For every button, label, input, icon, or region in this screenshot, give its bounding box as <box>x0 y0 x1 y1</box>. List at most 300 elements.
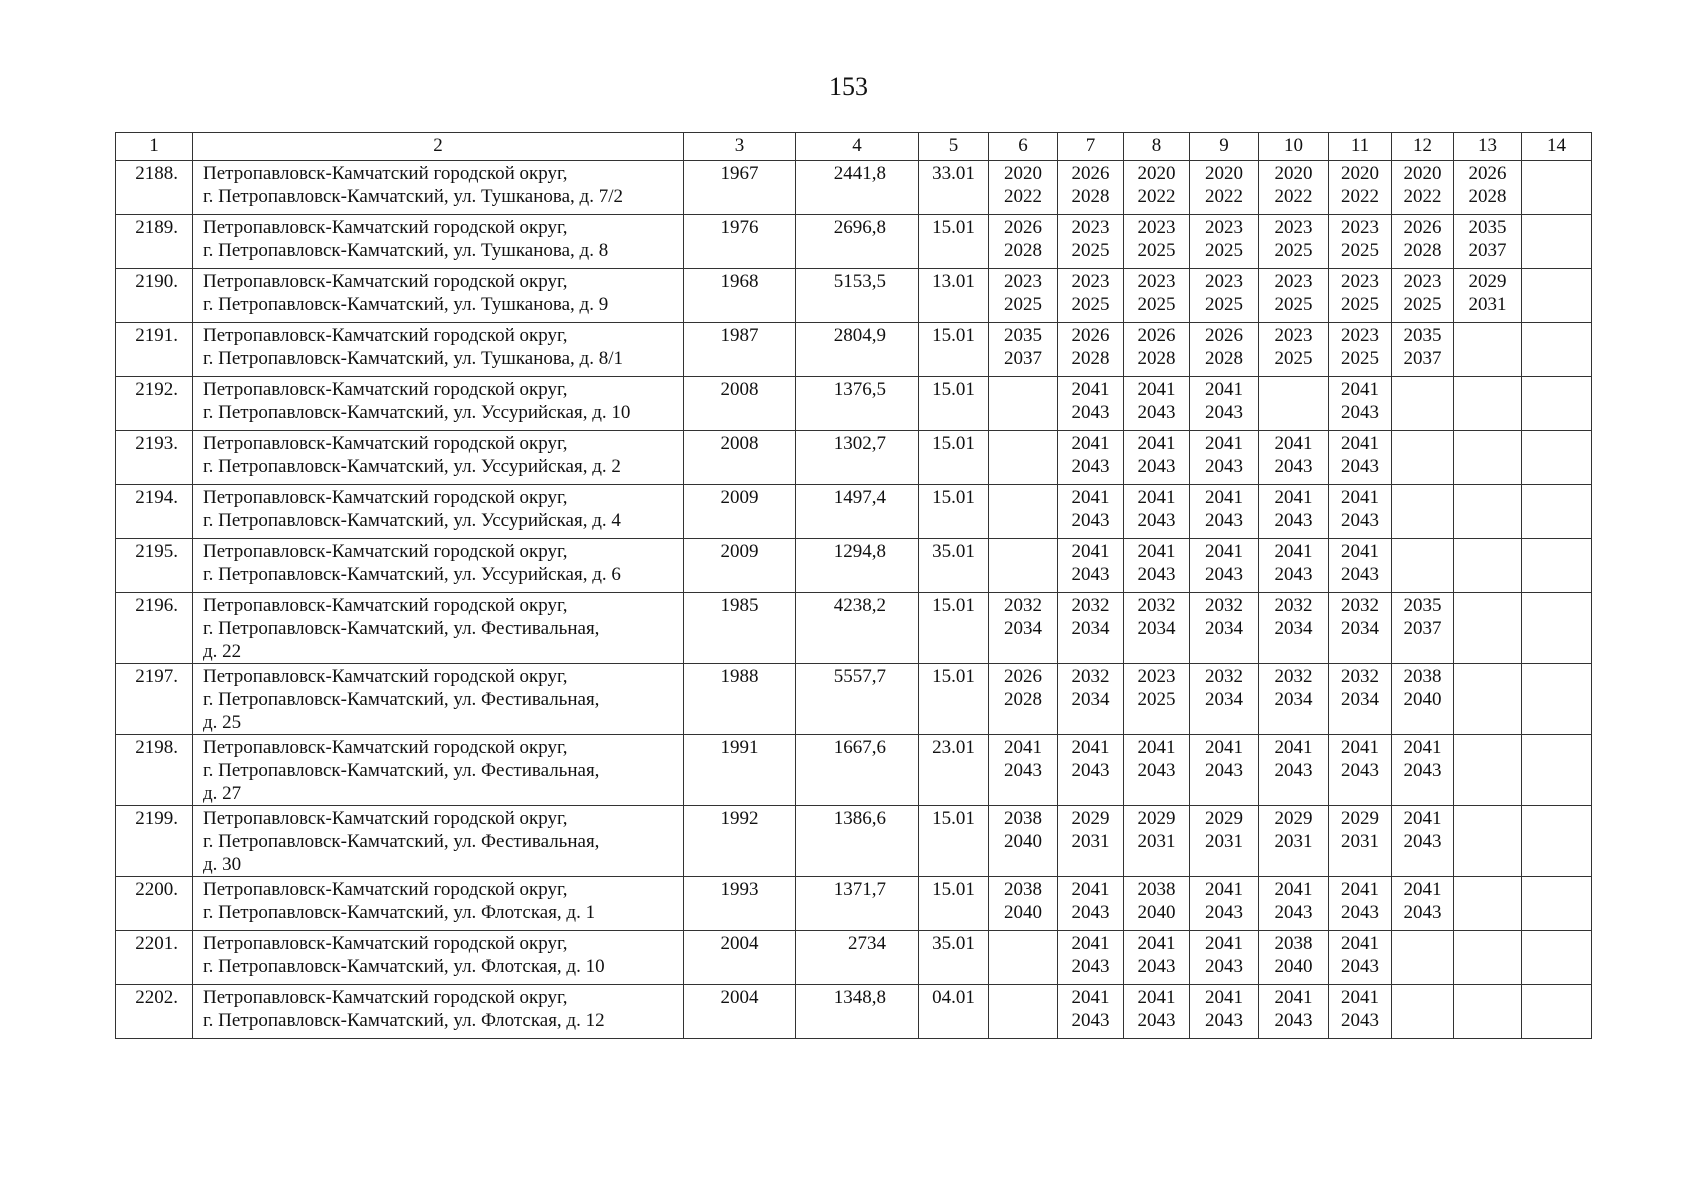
period-year: 2043 <box>1071 402 1110 423</box>
period-year: 2041 <box>1274 737 1313 758</box>
period-year: 2043 <box>1274 456 1313 477</box>
row-number: 2189. <box>116 215 193 269</box>
period-year: 2034 <box>1071 618 1110 639</box>
address-cell <box>193 377 684 431</box>
period-col-7 <box>1058 877 1124 931</box>
period-year: 2038 <box>1403 666 1442 687</box>
period-year: 2038 <box>1004 808 1042 829</box>
period-year: 2020 <box>1341 163 1379 184</box>
period-col-8 <box>1124 161 1190 215</box>
period-year: 2043 <box>1205 456 1243 477</box>
period-col-6 <box>989 215 1058 269</box>
year-built: 2009 <box>684 539 796 593</box>
row-number: 2196. <box>116 593 193 664</box>
address-line: Петропавловск-Камчатский городской округ, <box>203 933 568 954</box>
period-col-14 <box>1522 877 1592 931</box>
period-col-7 <box>1058 269 1124 323</box>
period-col-6 <box>989 985 1058 1039</box>
address-line: г. Петропавловск-Камчатский, ул. Тушканова, д. 8 <box>203 240 609 261</box>
period-col-10 <box>1259 985 1329 1039</box>
period-col-14 <box>1522 593 1592 664</box>
period-col-9 <box>1190 269 1259 323</box>
period-col-10 <box>1259 931 1329 985</box>
period-col-11 <box>1329 485 1392 539</box>
period-col-9 <box>1190 539 1259 593</box>
address-cell <box>193 485 684 539</box>
period-year: 2041 <box>1341 433 1379 454</box>
period-year: 2043 <box>1341 956 1379 977</box>
total-area: 2441,8 <box>796 161 919 215</box>
total-area: 1302,7 <box>796 431 919 485</box>
column-header-9: 9 <box>1190 133 1259 161</box>
address-cell <box>193 806 684 877</box>
period-col-8 <box>1124 985 1190 1039</box>
period-col-8 <box>1124 431 1190 485</box>
period-year: 2026 <box>1071 325 1110 346</box>
total-area: 1386,6 <box>796 806 919 877</box>
address-cell <box>193 323 684 377</box>
period-col-10 <box>1259 539 1329 593</box>
period-col-6 <box>989 539 1058 593</box>
period-col-9 <box>1190 323 1259 377</box>
period-year: 2034 <box>1071 689 1110 710</box>
period-col-8 <box>1124 377 1190 431</box>
period-col-13 <box>1454 735 1522 806</box>
object-code: 15.01 <box>919 485 989 539</box>
period-year: 2043 <box>1071 760 1110 781</box>
period-col-10 <box>1259 593 1329 664</box>
period-year: 2041 <box>1403 737 1442 758</box>
period-year: 2040 <box>1274 956 1313 977</box>
period-col-7 <box>1058 485 1124 539</box>
period-year: 2025 <box>1341 348 1379 369</box>
address-line: д. 25 <box>203 712 242 733</box>
address-line: г. Петропавловск-Камчатский, ул. Уссурийская, д. 10 <box>203 402 631 423</box>
period-year: 2043 <box>1137 456 1176 477</box>
period-col-7 <box>1058 931 1124 985</box>
address-cell <box>193 539 684 593</box>
year-built: 1985 <box>684 593 796 664</box>
period-col-8 <box>1124 877 1190 931</box>
table-row <box>116 593 1592 664</box>
period-year: 2043 <box>1274 1010 1313 1031</box>
period-year: 2028 <box>1071 348 1110 369</box>
period-year: 2025 <box>1137 240 1176 261</box>
table-header <box>116 133 1592 161</box>
period-col-13 <box>1454 985 1522 1039</box>
period-col-13 <box>1454 664 1522 735</box>
period-col-14 <box>1522 215 1592 269</box>
column-header-8: 8 <box>1124 133 1190 161</box>
year-built: 2008 <box>684 377 796 431</box>
period-col-14 <box>1522 323 1592 377</box>
period-year: 2037 <box>1403 618 1442 639</box>
period-col-11 <box>1329 985 1392 1039</box>
object-code: 35.01 <box>919 539 989 593</box>
period-year: 2041 <box>1341 487 1379 508</box>
period-col-7 <box>1058 161 1124 215</box>
period-year: 2022 <box>1004 186 1042 207</box>
period-year: 2043 <box>1004 760 1042 781</box>
period-year: 2041 <box>1274 487 1313 508</box>
period-year: 2034 <box>1137 618 1176 639</box>
table-row <box>116 377 1592 431</box>
period-year: 2023 <box>1341 325 1379 346</box>
period-col-13 <box>1454 431 1522 485</box>
period-year: 2041 <box>1274 433 1313 454</box>
period-year: 2043 <box>1341 564 1379 585</box>
address-line: Петропавловск-Камчатский городской округ, <box>203 737 568 758</box>
period-year: 2040 <box>1403 689 1442 710</box>
period-col-9 <box>1190 985 1259 1039</box>
total-area: 1294,8 <box>796 539 919 593</box>
period-col-11 <box>1329 215 1392 269</box>
period-col-8 <box>1124 485 1190 539</box>
period-col-11 <box>1329 269 1392 323</box>
period-year: 2028 <box>1004 240 1042 261</box>
address-line: Петропавловск-Камчатский городской округ, <box>203 808 568 829</box>
period-year: 2025 <box>1403 294 1442 315</box>
period-col-13 <box>1454 215 1522 269</box>
period-year: 2023 <box>1004 271 1042 292</box>
year-built: 1991 <box>684 735 796 806</box>
period-year: 2023 <box>1137 666 1176 687</box>
period-year: 2020 <box>1274 163 1313 184</box>
address-cell <box>193 877 684 931</box>
period-year: 2031 <box>1205 831 1243 852</box>
period-year: 2041 <box>1205 879 1243 900</box>
row-number: 2200. <box>116 877 193 931</box>
period-year: 2034 <box>1274 689 1313 710</box>
period-col-6 <box>989 877 1058 931</box>
year-built: 1967 <box>684 161 796 215</box>
period-col-6 <box>989 806 1058 877</box>
period-col-10 <box>1259 806 1329 877</box>
period-col-7 <box>1058 431 1124 485</box>
row-number: 2197. <box>116 664 193 735</box>
period-year: 2043 <box>1137 956 1176 977</box>
address-cell <box>193 664 684 735</box>
period-col-9 <box>1190 664 1259 735</box>
period-col-14 <box>1522 377 1592 431</box>
period-year: 2038 <box>1137 879 1176 900</box>
period-year: 2023 <box>1071 271 1110 292</box>
period-year: 2041 <box>1341 379 1379 400</box>
period-year: 2041 <box>1137 487 1176 508</box>
total-area: 1371,7 <box>796 877 919 931</box>
address-line: г. Петропавловск-Камчатский, ул. Флотская, д. 12 <box>203 1010 605 1031</box>
period-col-12 <box>1392 215 1454 269</box>
address-line: Петропавловск-Камчатский городской округ, <box>203 271 568 292</box>
object-code: 33.01 <box>919 161 989 215</box>
period-year: 2041 <box>1071 433 1110 454</box>
period-year: 2032 <box>1137 595 1176 616</box>
period-year: 2031 <box>1274 831 1313 852</box>
period-year: 2041 <box>1071 933 1110 954</box>
column-header-13: 13 <box>1454 133 1522 161</box>
period-year: 2023 <box>1071 217 1110 238</box>
period-col-8 <box>1124 806 1190 877</box>
period-col-11 <box>1329 593 1392 664</box>
table-body <box>116 161 1592 1039</box>
period-year: 2031 <box>1137 831 1176 852</box>
period-col-14 <box>1522 735 1592 806</box>
address-line: Петропавловск-Камчатский городской округ, <box>203 163 568 184</box>
period-col-7 <box>1058 215 1124 269</box>
address-line: г. Петропавловск-Камчатский, ул. Фестивальная, <box>203 689 600 710</box>
period-col-11 <box>1329 161 1392 215</box>
column-header-2: 2 <box>193 133 684 161</box>
period-col-12 <box>1392 161 1454 215</box>
object-code: 15.01 <box>919 806 989 877</box>
address-line: Петропавловск-Камчатский городской округ, <box>203 433 568 454</box>
period-year: 2043 <box>1341 760 1379 781</box>
period-year: 2020 <box>1205 163 1243 184</box>
period-year: 2032 <box>1341 595 1379 616</box>
period-year: 2043 <box>1071 902 1110 923</box>
column-header-5: 5 <box>919 133 989 161</box>
row-number: 2191. <box>116 323 193 377</box>
period-year: 2041 <box>1137 987 1176 1008</box>
address-line: Петропавловск-Камчатский городской округ, <box>203 487 568 508</box>
header-row <box>116 133 1592 161</box>
year-built: 1992 <box>684 806 796 877</box>
period-year: 2043 <box>1137 564 1176 585</box>
period-year: 2022 <box>1341 186 1379 207</box>
period-year: 2031 <box>1071 831 1110 852</box>
period-year: 2020 <box>1403 163 1442 184</box>
period-col-10 <box>1259 269 1329 323</box>
period-year: 2041 <box>1137 737 1176 758</box>
period-col-8 <box>1124 931 1190 985</box>
total-area: 5557,7 <box>796 664 919 735</box>
period-col-9 <box>1190 485 1259 539</box>
period-col-11 <box>1329 377 1392 431</box>
object-code: 15.01 <box>919 377 989 431</box>
table-row <box>116 323 1592 377</box>
period-col-9 <box>1190 593 1259 664</box>
address-line: г. Петропавловск-Камчатский, ул. Уссурийская, д. 4 <box>203 510 621 531</box>
period-year: 2043 <box>1205 564 1243 585</box>
period-year: 2041 <box>1341 879 1379 900</box>
object-code: 15.01 <box>919 323 989 377</box>
year-built: 1987 <box>684 323 796 377</box>
address-line: Петропавловск-Камчатский городской округ, <box>203 879 568 900</box>
table-row <box>116 806 1592 877</box>
period-year: 2043 <box>1137 510 1176 531</box>
period-year: 2025 <box>1205 240 1243 261</box>
period-year: 2043 <box>1341 510 1379 531</box>
address-cell <box>193 931 684 985</box>
row-number: 2192. <box>116 377 193 431</box>
period-year: 2041 <box>1137 933 1176 954</box>
period-col-8 <box>1124 215 1190 269</box>
period-year: 2041 <box>1205 933 1243 954</box>
address-line: г. Петропавловск-Камчатский, ул. Фестивальная, <box>203 760 600 781</box>
period-year: 2023 <box>1274 217 1313 238</box>
period-year: 2041 <box>1403 879 1442 900</box>
column-header-6: 6 <box>989 133 1058 161</box>
period-col-13 <box>1454 593 1522 664</box>
period-year: 2041 <box>1137 379 1176 400</box>
period-year: 2043 <box>1137 1010 1176 1031</box>
period-year: 2041 <box>1071 737 1110 758</box>
period-year: 2023 <box>1205 271 1243 292</box>
row-number: 2193. <box>116 431 193 485</box>
year-built: 1988 <box>684 664 796 735</box>
period-year: 2041 <box>1205 737 1243 758</box>
total-area: 2696,8 <box>796 215 919 269</box>
period-year: 2023 <box>1274 325 1313 346</box>
period-year: 2020 <box>1004 163 1042 184</box>
period-col-12 <box>1392 806 1454 877</box>
period-col-7 <box>1058 806 1124 877</box>
period-year: 2035 <box>1403 595 1442 616</box>
period-year: 2043 <box>1341 402 1379 423</box>
period-year: 2025 <box>1004 294 1042 315</box>
period-year: 2041 <box>1071 379 1110 400</box>
total-area: 2804,9 <box>796 323 919 377</box>
row-number: 2201. <box>116 931 193 985</box>
address-line: г. Петропавловск-Камчатский, ул. Тушканова, д. 9 <box>203 294 609 315</box>
period-year: 2041 <box>1205 987 1243 1008</box>
period-year: 2023 <box>1137 271 1176 292</box>
column-header-11: 11 <box>1329 133 1392 161</box>
row-number: 2199. <box>116 806 193 877</box>
table-row <box>116 664 1592 735</box>
period-year: 2041 <box>1341 737 1379 758</box>
object-code: 35.01 <box>919 931 989 985</box>
period-year: 2037 <box>1468 240 1507 261</box>
period-col-6 <box>989 323 1058 377</box>
total-area: 5153,5 <box>796 269 919 323</box>
period-year: 2026 <box>1205 325 1243 346</box>
column-header-1: 1 <box>116 133 193 161</box>
column-header-10: 10 <box>1259 133 1329 161</box>
period-year: 2035 <box>1004 325 1042 346</box>
period-col-12 <box>1392 377 1454 431</box>
period-col-12 <box>1392 593 1454 664</box>
period-col-13 <box>1454 269 1522 323</box>
period-year: 2026 <box>1004 666 1042 687</box>
period-year: 2028 <box>1137 348 1176 369</box>
object-code: 23.01 <box>919 735 989 806</box>
address-cell <box>193 431 684 485</box>
period-year: 2028 <box>1004 689 1042 710</box>
column-header-4: 4 <box>796 133 919 161</box>
period-col-10 <box>1259 377 1329 431</box>
period-col-11 <box>1329 431 1392 485</box>
period-year: 2043 <box>1341 902 1379 923</box>
period-year: 2041 <box>1341 987 1379 1008</box>
period-year: 2025 <box>1137 689 1176 710</box>
period-col-14 <box>1522 985 1592 1039</box>
period-year: 2032 <box>1205 595 1243 616</box>
address-line: г. Петропавловск-Камчатский, ул. Уссурийская, д. 6 <box>203 564 621 585</box>
period-year: 2032 <box>1004 595 1042 616</box>
period-col-6 <box>989 269 1058 323</box>
period-col-12 <box>1392 931 1454 985</box>
period-col-8 <box>1124 593 1190 664</box>
row-number: 2202. <box>116 985 193 1039</box>
address-line: д. 27 <box>203 783 242 804</box>
period-col-11 <box>1329 539 1392 593</box>
object-code: 15.01 <box>919 664 989 735</box>
period-col-9 <box>1190 161 1259 215</box>
address-line: Петропавловск-Камчатский городской округ, <box>203 325 568 346</box>
period-year: 2041 <box>1274 879 1313 900</box>
table-row <box>116 985 1592 1039</box>
period-year: 2025 <box>1341 240 1379 261</box>
total-area: 4238,2 <box>796 593 919 664</box>
period-year: 2023 <box>1274 271 1313 292</box>
period-col-6 <box>989 593 1058 664</box>
period-year: 2025 <box>1205 294 1243 315</box>
address-line: Петропавловск-Камчатский городской округ, <box>203 987 568 1008</box>
period-col-7 <box>1058 539 1124 593</box>
row-number: 2198. <box>116 735 193 806</box>
period-year: 2022 <box>1205 186 1243 207</box>
period-col-12 <box>1392 539 1454 593</box>
address-line: Петропавловск-Камчатский городской округ, <box>203 379 568 400</box>
period-col-7 <box>1058 664 1124 735</box>
period-year: 2043 <box>1274 902 1313 923</box>
address-line: г. Петропавловск-Камчатский, ул. Тушканова, д. 8/1 <box>203 348 623 369</box>
period-year: 2025 <box>1137 294 1176 315</box>
period-year: 2037 <box>1403 348 1442 369</box>
table-row <box>116 539 1592 593</box>
table-row <box>116 877 1592 931</box>
period-year: 2037 <box>1004 348 1042 369</box>
period-year: 2028 <box>1403 240 1442 261</box>
period-col-6 <box>989 735 1058 806</box>
period-year: 2041 <box>1137 433 1176 454</box>
period-col-12 <box>1392 735 1454 806</box>
period-year: 2025 <box>1071 240 1110 261</box>
period-col-8 <box>1124 323 1190 377</box>
object-code: 15.01 <box>919 215 989 269</box>
period-year: 2043 <box>1274 564 1313 585</box>
address-line: г. Петропавловск-Камчатский, ул. Флотская, д. 1 <box>203 902 596 923</box>
period-year: 2041 <box>1274 987 1313 1008</box>
period-year: 2043 <box>1205 956 1243 977</box>
period-year: 2028 <box>1071 186 1110 207</box>
period-col-14 <box>1522 269 1592 323</box>
period-year: 2041 <box>1071 987 1110 1008</box>
table-row <box>116 215 1592 269</box>
period-col-8 <box>1124 664 1190 735</box>
address-line: г. Петропавловск-Камчатский, ул. Уссурийская, д. 2 <box>203 456 621 477</box>
address-cell <box>193 215 684 269</box>
period-col-10 <box>1259 161 1329 215</box>
period-year: 2025 <box>1274 294 1313 315</box>
table-row <box>116 161 1592 215</box>
period-year: 2041 <box>1341 541 1379 562</box>
address-line: г. Петропавловск-Камчатский, ул. Флотская, д. 10 <box>203 956 605 977</box>
period-year: 2032 <box>1071 595 1110 616</box>
period-col-11 <box>1329 806 1392 877</box>
period-col-11 <box>1329 931 1392 985</box>
period-col-10 <box>1259 877 1329 931</box>
period-year: 2022 <box>1274 186 1313 207</box>
period-col-12 <box>1392 269 1454 323</box>
period-col-14 <box>1522 806 1592 877</box>
period-col-14 <box>1522 539 1592 593</box>
page-number: 153 <box>829 72 868 101</box>
period-col-9 <box>1190 806 1259 877</box>
row-number: 2194. <box>116 485 193 539</box>
period-year: 2043 <box>1205 902 1243 923</box>
